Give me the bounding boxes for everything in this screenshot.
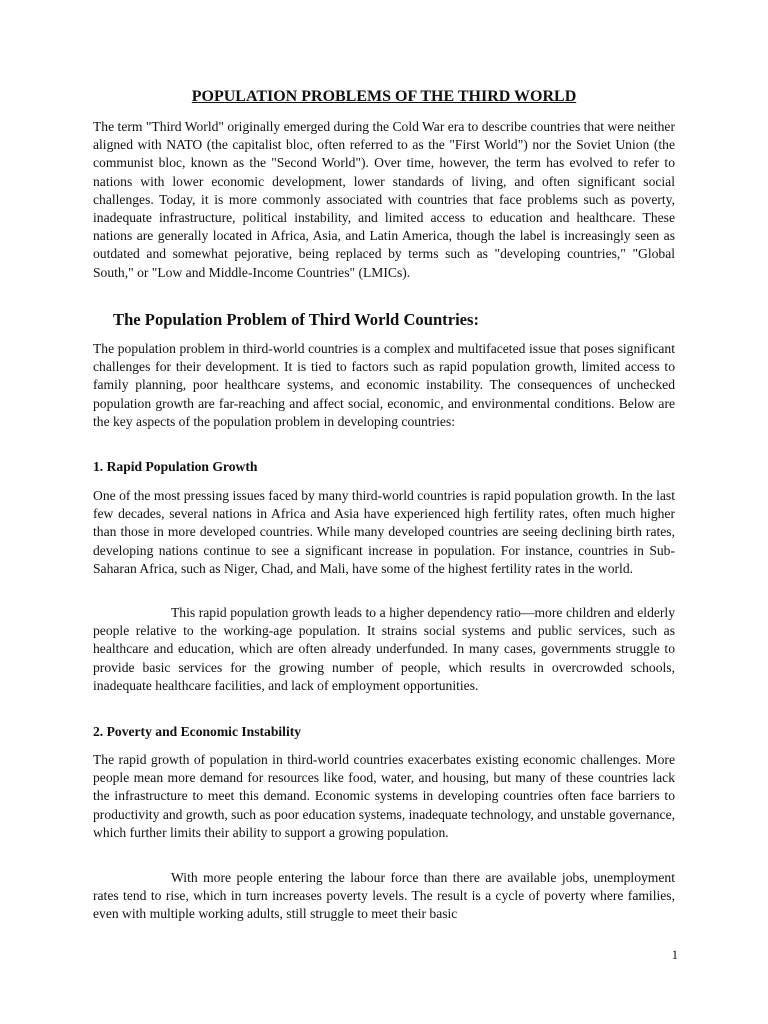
rapid-growth-paragraph-1: One of the most pressing issues faced by many third-world countries is rapid population growth. In the last few decades, several nations in Africa and Asia have experienced high fertility rates, often much higher than those in more developed countries. While many developed countries are seeing declining birth rates, developing nations continue to see a significant increase in population. For instance, countries in Sub-Saharan Africa, such as Niger, Chad, and Mali, have some of the highest fertility rates in the world. bbox=[93, 488, 675, 576]
page-number: 1 bbox=[671, 948, 678, 962]
section-heading: The Population Problem of Third World Countries: bbox=[113, 310, 480, 329]
section-intro-paragraph: The population problem in third-world countries is a complex and multifaceted issue that poses significant challenges for their development. It is tied to factors such as rapid population growth, limited access to family planning, poor healthcare systems, and economic instability. The consequences of unchecked population growth are far-reaching and affect social, economic, and environmental conditions. Below are the key aspects of the population problem in developing countries: bbox=[93, 341, 675, 429]
document-title: POPULATION PROBLEMS OF THE THIRD WORLD bbox=[191, 88, 577, 105]
poverty-paragraph-2: With more people entering the labour force than there are available jobs, unemployment rates tend to rise, which in turn increases poverty levels. The result is a cycle of poverty where families, even with multiple working adults, still struggle to meet their basic bbox=[93, 870, 675, 922]
subsection-heading-poverty: 2. Poverty and Economic Instability bbox=[93, 724, 302, 739]
subsection-heading-rapid-growth: 1. Rapid Population Growth bbox=[93, 459, 258, 474]
intro-paragraph: The term "Third World" originally emerged during the Cold War era to describe countries that were neither aligned with NATO (the capitalist bloc, often referred to as the "First World") nor the Soviet Union (the communist bloc, known as the "Second World"). Over time, however, the term has evolved to refer to nations with lower economic development, lower standards of living, and often significant social challenges. Today, it is more commonly associated with countries that face problems such as poverty, inadequate infrastructure, political instability, and limited access to education and healthcare. These nations are generally located in Africa, Asia, and Latin America, though the label is increasingly seen as outdated and somewhat pejorative, being replaced by terms such as "developing countries," "Global South," or "Low and Middle-Income Countries" (LMICs). bbox=[93, 119, 675, 280]
poverty-paragraph-1: The rapid growth of population in third-world countries exacerbates existing economic challenges. More people mean more demand for resources like food, water, and housing, but many of these countries lack the infrastructure to meet this demand. Economic systems in developing countries often face barriers to productivity and growth, such as poor education systems, inadequate technology, and unstable governance, which further limits their ability to support a growing population. bbox=[93, 752, 675, 840]
rapid-growth-paragraph-2: This rapid population growth leads to a higher dependency ratio—more children and elderly people relative to the working-age population. It strains social systems and public services, such as healthcare and education, which are often already underfunded. In many cases, governments struggle to provide basic services for the growing number of people, which results in overcrowded schools, inadequate healthcare facilities, and lack of employment opportunities. bbox=[93, 605, 675, 693]
